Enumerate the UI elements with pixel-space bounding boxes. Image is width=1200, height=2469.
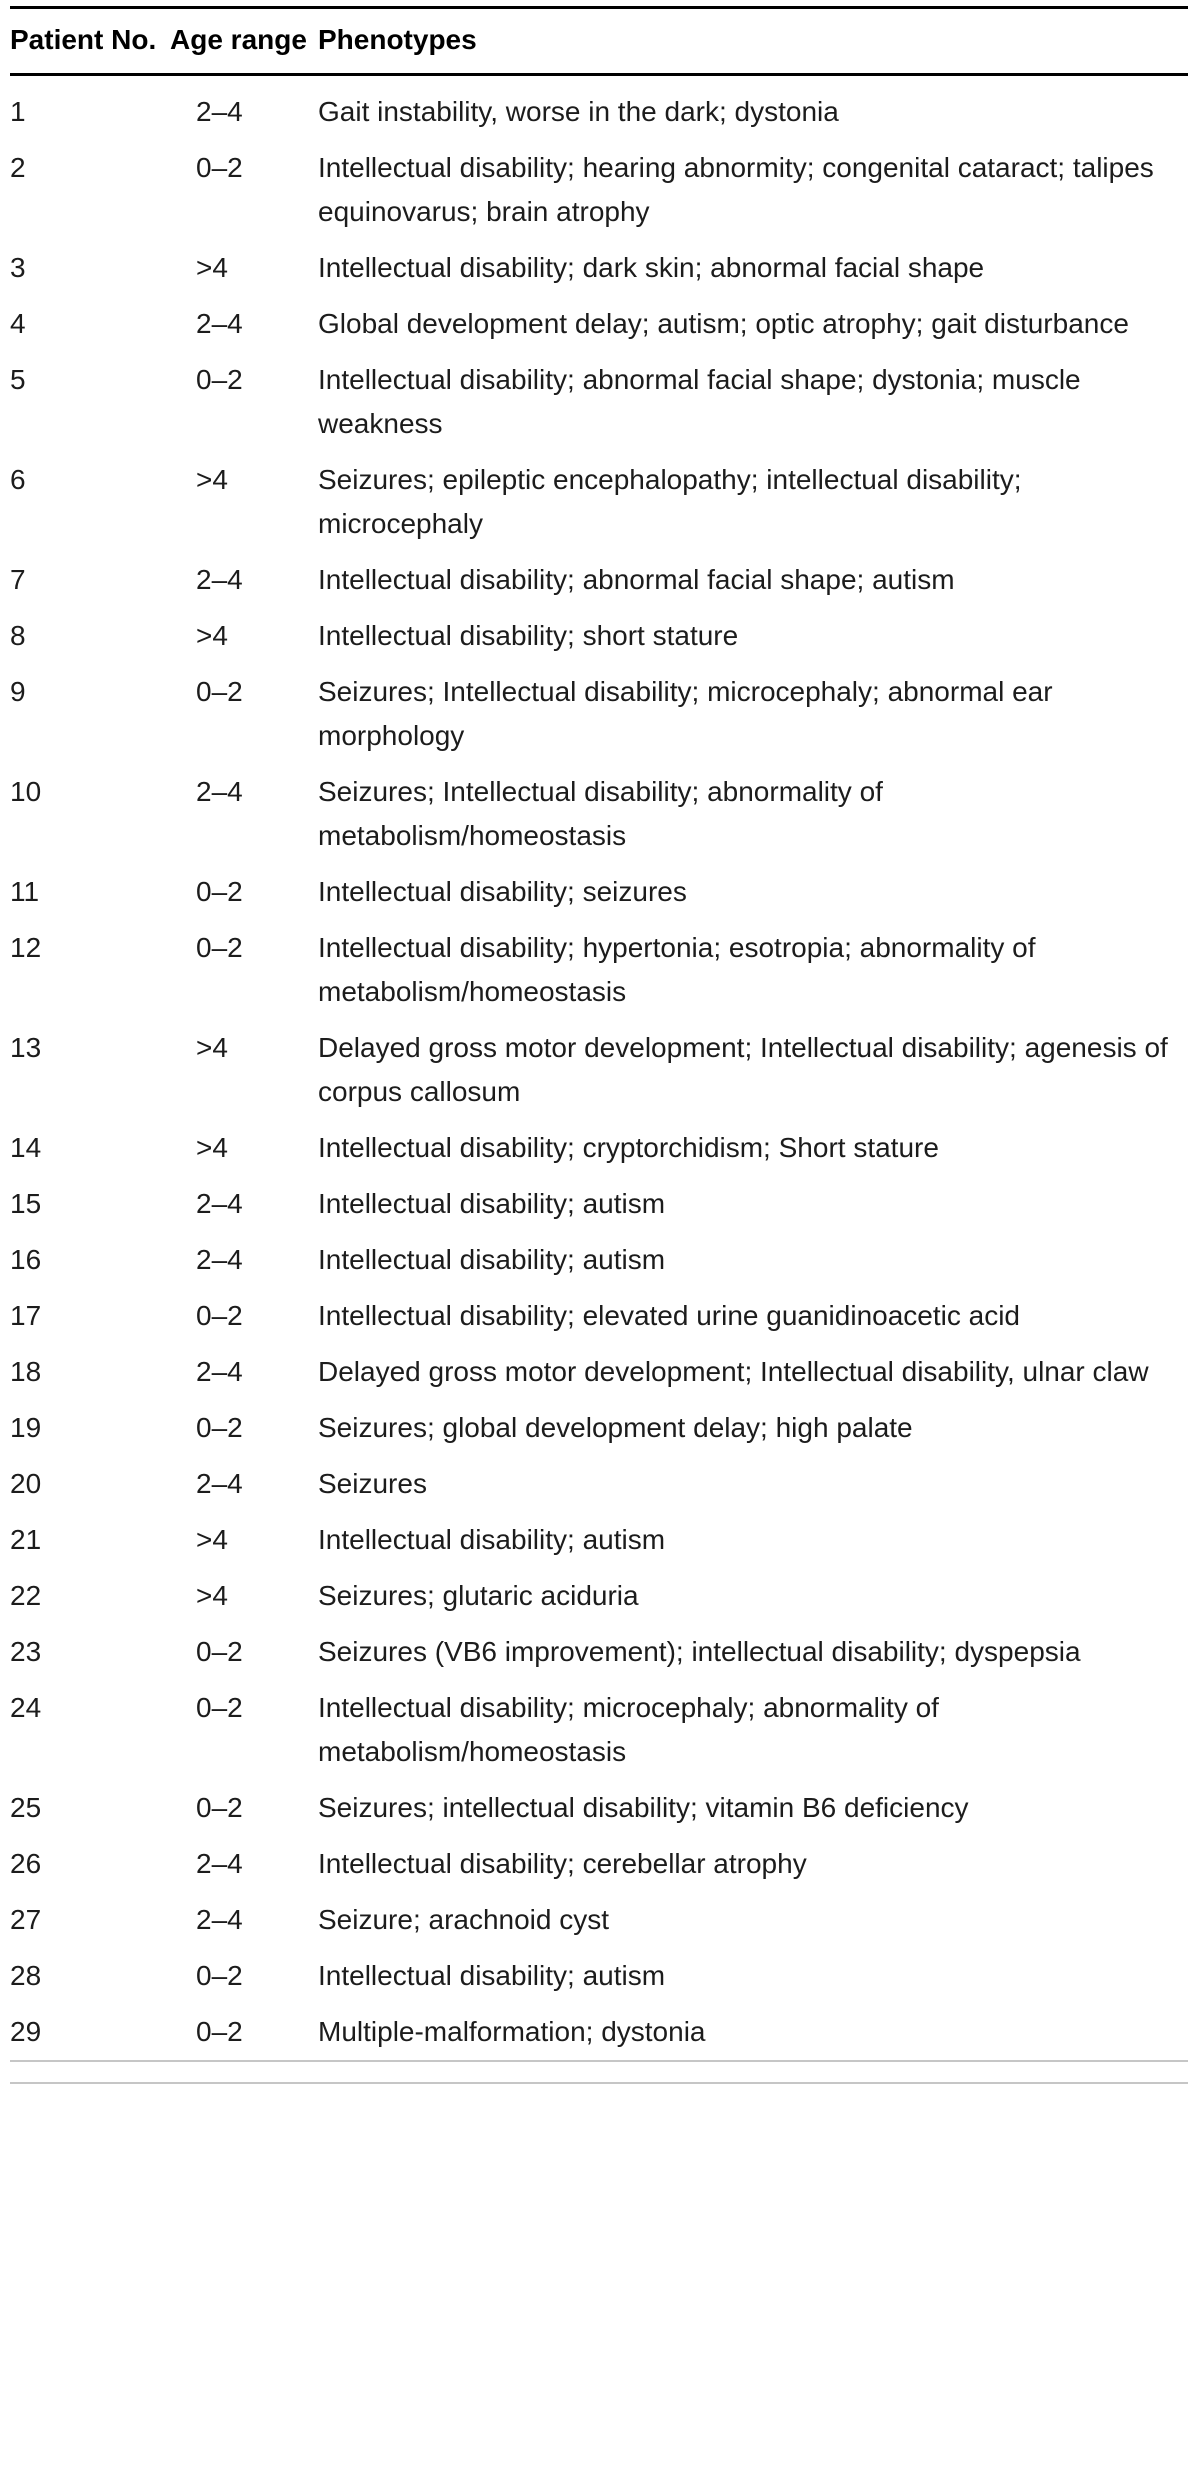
age-range-cell: >4 <box>196 1580 228 1611</box>
phenotypes-cell: Intellectual disability; short stature <box>318 620 739 651</box>
table-header <box>10 8 1188 75</box>
age-range-cell: 0–2 <box>196 1792 243 1823</box>
table-row <box>10 1948 1188 2004</box>
age-range-cell: 2–4 <box>196 776 243 807</box>
table-row <box>10 1836 1188 1892</box>
age-range-cell: 0–2 <box>196 152 243 183</box>
phenotypes-cell: Intellectual disability; elevated urine guanidinoacetic acid <box>318 1300 1020 1331</box>
phenotypes-cell: Intellectual disability; abnormal facial shape; dystonia; muscle weakness <box>318 364 1081 439</box>
table-row <box>10 764 1188 864</box>
column-header-phenotypes: Phenotypes <box>318 8 1188 75</box>
phenotypes-cell: Intellectual disability; cerebellar atrophy <box>318 1848 807 1879</box>
phenotypes-cell: Seizures <box>318 1468 427 1499</box>
age-range-cell: 2–4 <box>196 1904 243 1935</box>
patient-no-cell: 23 <box>10 1636 42 1667</box>
table-row <box>10 1892 1188 1948</box>
patient-no-cell: 26 <box>10 1848 42 1879</box>
phenotypes-cell: Intellectual disability; hypertonia; esotropia; abnormality of metabolism/homeostasis <box>318 932 1036 1007</box>
phenotypes-cell: Intellectual disability; abnormal facial shape; autism <box>318 564 955 595</box>
phenotypes-cell: Global development delay; autism; optic atrophy; gait disturbance <box>318 308 1129 339</box>
age-range-cell: 2–4 <box>196 96 243 127</box>
table-row <box>10 1780 1188 1836</box>
age-range-cell: 2–4 <box>196 308 243 339</box>
patient-no-cell: 28 <box>10 1960 42 1991</box>
table-bottom-rule <box>10 2082 1188 2084</box>
age-range-cell: 0–2 <box>196 2016 243 2047</box>
age-range-cell: 0–2 <box>196 1692 243 1723</box>
age-range-cell: 0–2 <box>196 1412 243 1443</box>
phenotypes-cell: Seizures; Intellectual disability; abnormality of metabolism/homeostasis <box>318 776 883 851</box>
patient-no-cell: 6 <box>10 464 26 495</box>
table-row <box>10 1288 1188 1344</box>
age-range-cell: >4 <box>196 1032 228 1063</box>
patient-no-cell: 25 <box>10 1792 42 1823</box>
age-range-cell: 2–4 <box>196 1188 243 1219</box>
patient-no-cell: 22 <box>10 1580 42 1611</box>
age-range-cell: 0–2 <box>196 932 243 963</box>
table-row <box>10 1624 1188 1680</box>
patient-no-cell: 21 <box>10 1524 42 1555</box>
table-row <box>10 296 1188 352</box>
table-row <box>10 1568 1188 1624</box>
phenotypes-cell: Seizures; intellectual disability; vitamin B6 deficiency <box>318 1792 969 1823</box>
phenotypes-cell: Intellectual disability; dark skin; abnormal facial shape <box>318 252 985 283</box>
table-row <box>10 1232 1188 1288</box>
patient-no-cell: 13 <box>10 1032 42 1063</box>
patient-no-cell: 27 <box>10 1904 42 1935</box>
phenotypes-cell: Seizures; epileptic encephalopathy; intellectual disability; microcephaly <box>318 464 1022 539</box>
phenotypes-cell: Seizures; global development delay; high palate <box>318 1412 913 1443</box>
phenotypes-cell: Intellectual disability; cryptorchidism; Short stature <box>318 1132 939 1163</box>
phenotypes-cell: Delayed gross motor development; Intellectual disability; agenesis of corpus callosum <box>318 1032 1168 1107</box>
table-row <box>10 452 1188 552</box>
age-range-cell: 0–2 <box>196 364 243 395</box>
age-range-cell: >4 <box>196 464 228 495</box>
patient-no-cell: 4 <box>10 308 26 339</box>
phenotypes-cell: Intellectual disability; autism <box>318 1244 666 1275</box>
table-body <box>10 75 1188 2062</box>
phenotypes-cell: Intellectual disability; autism <box>318 1524 666 1555</box>
patient-no-cell: 3 <box>10 252 26 283</box>
age-range-cell: >4 <box>196 620 228 651</box>
age-range-cell: 2–4 <box>196 1848 243 1879</box>
patient-no-cell: 19 <box>10 1412 42 1443</box>
age-range-cell: 0–2 <box>196 1960 243 1991</box>
patient-no-cell: 29 <box>10 2016 42 2047</box>
patients-phenotypes-table <box>10 6 1188 2062</box>
table-row <box>10 75 1188 141</box>
table-row <box>10 920 1188 1020</box>
column-header-age-range: Age range <box>170 8 318 75</box>
age-range-cell: >4 <box>196 1132 228 1163</box>
table-row <box>10 1456 1188 1512</box>
patient-no-cell: 8 <box>10 620 26 651</box>
patient-no-cell: 15 <box>10 1188 42 1219</box>
age-range-cell: 2–4 <box>196 1356 243 1387</box>
table-row <box>10 664 1188 764</box>
patient-no-cell: 24 <box>10 1692 42 1723</box>
phenotypes-cell: Seizures; Intellectual disability; microcephaly; abnormal ear morphology <box>318 676 1053 751</box>
phenotypes-cell: Multiple-malformation; dystonia <box>318 2016 706 2047</box>
age-range-cell: 0–2 <box>196 1636 243 1667</box>
patient-no-cell: 10 <box>10 776 42 807</box>
age-range-cell: 2–4 <box>196 1468 243 1499</box>
table-row <box>10 608 1188 664</box>
patient-no-cell: 18 <box>10 1356 42 1387</box>
table-row <box>10 1400 1188 1456</box>
patient-no-cell: 17 <box>10 1300 42 1331</box>
patient-no-cell: 11 <box>10 876 40 907</box>
patient-no-cell: 9 <box>10 676 26 707</box>
table-row <box>10 1176 1188 1232</box>
phenotypes-cell: Delayed gross motor development; Intellectual disability, ulnar claw <box>318 1356 1149 1387</box>
patient-no-cell: 16 <box>10 1244 42 1275</box>
table-row <box>10 352 1188 452</box>
phenotypes-cell: Intellectual disability; seizures <box>318 876 687 907</box>
patient-no-cell: 2 <box>10 152 26 183</box>
table-row <box>10 1120 1188 1176</box>
patient-no-cell: 1 <box>10 96 26 127</box>
table-row <box>10 1680 1188 1780</box>
age-range-cell: >4 <box>196 252 228 283</box>
age-range-cell: 2–4 <box>196 564 243 595</box>
phenotypes-cell: Gait instability, worse in the dark; dystonia <box>318 96 839 127</box>
phenotypes-cell: Intellectual disability; microcephaly; abnormality of metabolism/homeostasis <box>318 1692 939 1767</box>
table-row <box>10 552 1188 608</box>
table-row <box>10 1020 1188 1120</box>
phenotypes-cell: Intellectual disability; autism <box>318 1188 666 1219</box>
age-range-cell: 0–2 <box>196 876 243 907</box>
table-row <box>10 240 1188 296</box>
patient-no-cell: 5 <box>10 364 26 395</box>
table-row <box>10 140 1188 240</box>
phenotypes-cell: Intellectual disability; autism <box>318 1960 666 1991</box>
table-row <box>10 1344 1188 1400</box>
table-row <box>10 864 1188 920</box>
phenotypes-cell: Seizures; glutaric aciduria <box>318 1580 639 1611</box>
table-header-row <box>10 8 1188 75</box>
age-range-cell: 0–2 <box>196 1300 243 1331</box>
age-range-cell: 2–4 <box>196 1244 243 1275</box>
patient-no-cell: 12 <box>10 932 42 963</box>
age-range-cell: >4 <box>196 1524 228 1555</box>
column-header-patient-no: Patient No. <box>10 8 170 75</box>
table-row <box>10 2004 1188 2061</box>
phenotypes-cell: Seizures (VB6 improvement); intellectual disability; dyspepsia <box>318 1636 1081 1667</box>
patient-no-cell: 20 <box>10 1468 42 1499</box>
phenotypes-cell: Seizure; arachnoid cyst <box>318 1904 610 1935</box>
phenotypes-cell: Intellectual disability; hearing abnormity; congenital cataract; talipes equinovarus; brain atrophy <box>318 152 1154 227</box>
age-range-cell: 0–2 <box>196 676 243 707</box>
patient-no-cell: 7 <box>10 564 26 595</box>
patient-no-cell: 14 <box>10 1132 42 1163</box>
table-row <box>10 1512 1188 1568</box>
